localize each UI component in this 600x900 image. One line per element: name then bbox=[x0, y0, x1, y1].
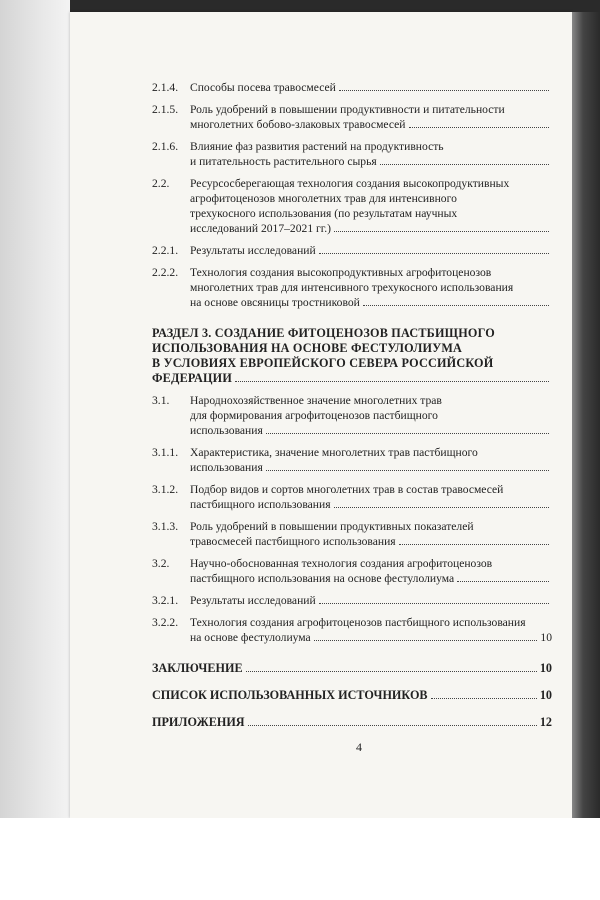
toc-entry-title: Ресурсосберегающая технология создания высокопродуктивных bbox=[190, 177, 510, 190]
toc-entry-3-1-3[interactable] bbox=[152, 519, 552, 549]
dot-leader bbox=[399, 544, 549, 545]
toc-entry-title: Научно-обоснованная технология создания агрофитоценозов bbox=[190, 557, 493, 570]
dot-leader bbox=[339, 90, 549, 91]
dot-leader bbox=[431, 698, 537, 699]
toc-entry-2-1-5[interactable] bbox=[152, 102, 552, 132]
toc-section-title: ИСПОЛЬЗОВАНИЯ НА ОСНОВЕ ФЕСТУЛОЛИУМА bbox=[152, 341, 463, 355]
toc-entry-title: многолетних бобово-злаковых травосмесей bbox=[190, 118, 406, 131]
toc-entry-title: и питательность растительного сырья bbox=[190, 155, 377, 168]
toc-entry-2-1-6[interactable] bbox=[152, 139, 552, 169]
toc-entry-title: Результаты исследований bbox=[190, 594, 316, 607]
toc-entry-2-1-4[interactable] bbox=[152, 80, 552, 95]
toc-entry-number: 2.1.6. bbox=[152, 140, 179, 153]
dot-leader bbox=[235, 381, 549, 382]
toc-appendices[interactable] bbox=[152, 715, 552, 730]
toc-entry-title: Влияние фаз развития растений на продуктивность bbox=[190, 140, 444, 153]
toc-entry-title: использования bbox=[190, 461, 263, 474]
toc-entry-number: 2.1.5. bbox=[152, 103, 179, 116]
dot-leader bbox=[334, 231, 549, 232]
toc-entry-number: 3.2.1. bbox=[152, 594, 179, 607]
toc-entry-title: Способы посева травосмесей bbox=[190, 81, 336, 94]
toc-section-3[interactable] bbox=[152, 326, 552, 386]
toc-entry-title: для формирования агрофитоценозов пастбищного bbox=[190, 409, 438, 422]
dot-leader bbox=[248, 725, 537, 726]
dot-leader bbox=[457, 581, 549, 582]
toc-entry-2-2[interactable] bbox=[152, 176, 552, 236]
toc-entry-title: травосмесей пастбищного использования bbox=[190, 535, 396, 548]
toc-final-title: ЗАКЛЮЧЕНИЕ bbox=[152, 661, 243, 675]
toc-section-title: В УСЛОВИЯХ ЕВРОПЕЙСКОГО СЕВЕРА РОССИЙСКОЙ bbox=[152, 356, 494, 370]
toc-entry-title: пастбищного использования bbox=[190, 498, 331, 511]
dot-leader bbox=[319, 603, 549, 604]
dot-leader bbox=[334, 507, 549, 508]
toc-entry-number: 3.2.2. bbox=[152, 616, 179, 629]
toc-entry-number: 2.2.2. bbox=[152, 266, 179, 279]
toc-entry-number: 2.2. bbox=[152, 177, 170, 190]
table-of-contents bbox=[152, 80, 552, 730]
toc-entry-number: 3.2. bbox=[152, 557, 170, 570]
page-number: 4 bbox=[356, 740, 362, 754]
toc-entry-3-1-1[interactable] bbox=[152, 445, 552, 475]
toc-entry-title: Результаты исследований bbox=[190, 244, 316, 257]
toc-entry-title: Народнохозяйственное значение многолетних трав bbox=[190, 394, 442, 407]
toc-entry-title: агрофитоценозов многолетних трав для интенсивного bbox=[190, 192, 457, 205]
toc-entry-2-2-1[interactable] bbox=[152, 243, 552, 258]
toc-entry-number: 2.1.4. bbox=[152, 81, 179, 94]
toc-entry-title: Подбор видов и сортов многолетних трав в состав травосмесей bbox=[190, 483, 504, 496]
toc-entry-number: 3.1.1. bbox=[152, 446, 179, 459]
toc-entry-title: использования bbox=[190, 424, 263, 437]
toc-entry-title: Технология создания агрофитоценозов пастбищного использования bbox=[190, 616, 526, 629]
dot-leader bbox=[409, 127, 550, 128]
toc-entry-3-2-1[interactable] bbox=[152, 593, 552, 608]
dot-leader bbox=[363, 305, 549, 306]
toc-entry-title: пастбищного использования на основе фестулолиума bbox=[190, 572, 455, 585]
scan-left-margin bbox=[0, 0, 70, 900]
toc-entry-title: на основе овсяницы тростниковой bbox=[190, 296, 360, 309]
toc-entry-3-1-2[interactable] bbox=[152, 482, 552, 512]
toc-entry-title: трехукосного использования (по результатам научных bbox=[190, 207, 458, 220]
toc-entry-number: 3.1.3. bbox=[152, 520, 179, 533]
toc-entry-title: исследований 2017–2021 гг.) bbox=[190, 222, 331, 235]
toc-section-title: ФЕДЕРАЦИИ bbox=[152, 371, 233, 385]
toc-entry-number: 3.1. bbox=[152, 394, 170, 407]
toc-entry-title: Характеристика, значение многолетних трав пастбищного bbox=[190, 446, 478, 459]
toc-page: 12 bbox=[539, 715, 552, 729]
dot-leader bbox=[380, 164, 549, 165]
toc-conclusion[interactable] bbox=[152, 661, 552, 676]
toc-entry-title: Роль удобрений в повышении продуктивных показателей bbox=[190, 520, 474, 533]
toc-section-title: РАЗДЕЛ 3. СОЗДАНИЕ ФИТОЦЕНОЗОВ ПАСТБИЩНОГО bbox=[152, 326, 495, 340]
scan-bottom-edge bbox=[0, 818, 600, 900]
dot-leader bbox=[266, 433, 549, 434]
toc-entry-title: многолетних трав для интенсивного трехукосного использования bbox=[190, 281, 514, 294]
toc-final-title: СПИСОК ИСПОЛЬЗОВАННЫХ ИСТОЧНИКОВ bbox=[152, 688, 428, 702]
toc-entry-3-1[interactable] bbox=[152, 393, 552, 438]
scan-top-edge bbox=[0, 0, 600, 12]
toc-entry-title: на основе фестулолиума bbox=[190, 631, 311, 644]
toc-entry-title: Технология создания высокопродуктивных агрофитоценозов bbox=[190, 266, 492, 279]
toc-entry-title: Роль удобрений в повышении продуктивности и питательности bbox=[190, 103, 505, 116]
toc-page: 10 bbox=[540, 631, 552, 644]
dot-leader bbox=[319, 253, 549, 254]
dot-leader bbox=[314, 640, 538, 641]
toc-page: 10 bbox=[539, 661, 552, 675]
page-gutter-shadow bbox=[572, 12, 600, 818]
toc-entry-3-2[interactable] bbox=[152, 556, 552, 586]
toc-entry-number: 2.2.1. bbox=[152, 244, 179, 257]
dot-leader bbox=[246, 671, 537, 672]
toc-entry-3-2-2[interactable] bbox=[152, 615, 552, 645]
toc-entry-number: 3.1.2. bbox=[152, 483, 179, 496]
toc-entry-2-2-2[interactable] bbox=[152, 265, 552, 310]
toc-final-title: ПРИЛОЖЕНИЯ bbox=[152, 715, 245, 729]
dot-leader bbox=[266, 470, 549, 471]
toc-references[interactable] bbox=[152, 688, 552, 703]
toc-page: 10 bbox=[539, 688, 552, 702]
